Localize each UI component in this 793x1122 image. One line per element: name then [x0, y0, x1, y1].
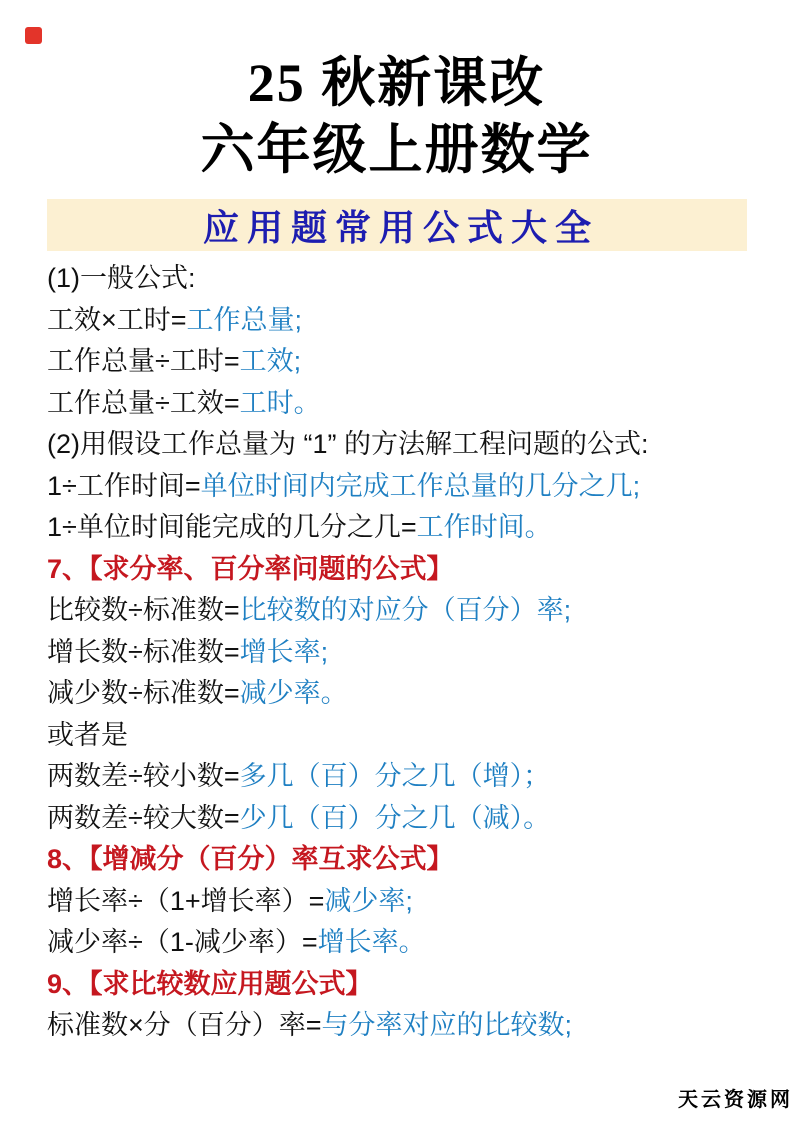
- formula-line: [47, 383, 783, 425]
- text-segment: 增长率。: [317, 927, 426, 957]
- formula-line: [47, 798, 783, 840]
- text-segment: 减少率;: [324, 885, 413, 916]
- formula-line: [47, 466, 783, 508]
- text-segment: 工作总量÷工效=: [47, 387, 240, 418]
- text-segment: 少几（百）分之几（减）。: [239, 802, 551, 833]
- text-segment: 增长率÷（1+增长率）=: [47, 885, 325, 916]
- title-line-1: 25 秋新课改: [247, 53, 546, 113]
- text-segment: 工作总量;: [186, 304, 303, 335]
- text-segment: 或者是: [47, 719, 128, 750]
- formula-line: [47, 300, 783, 342]
- watermark: 天云资源网: [678, 1089, 793, 1111]
- text-segment: 7、【求分率、百分率问题的公式】: [47, 553, 454, 584]
- formula-line: [47, 715, 783, 757]
- banner-title: 应用题常用公式大全: [202, 207, 599, 248]
- formula-line: [47, 881, 783, 923]
- text-segment: 标准数×分（百分）率=: [47, 1010, 322, 1040]
- text-segment: (1)一般公式:: [47, 263, 196, 293]
- section-header: [47, 964, 783, 1006]
- text-segment: 两数差÷较小数=: [47, 761, 240, 791]
- section-header: [47, 839, 783, 881]
- text-segment: 与分率对应的比较数;: [321, 1010, 573, 1040]
- text-segment: 比较数÷标准数=: [47, 595, 240, 625]
- title-line-2: 六年级上册数学: [200, 120, 593, 180]
- text-segment: 减少数÷标准数=: [47, 678, 240, 708]
- text-segment: 1÷单位时间能完成的几分之几=: [47, 512, 417, 542]
- text-segment: 1÷工作时间=: [47, 470, 201, 501]
- text-segment: 多几（百）分之几（增）；: [239, 761, 551, 791]
- banner: [47, 199, 747, 251]
- text-segment: 两数差÷较大数=: [47, 802, 240, 833]
- formula-line: [47, 507, 783, 549]
- formula-line: [47, 632, 783, 674]
- text-segment: 工时。: [239, 387, 321, 418]
- section-header: [47, 549, 783, 591]
- formula-line: [47, 673, 783, 715]
- formula-line: [47, 756, 783, 798]
- text-segment: 9、【求比较数应用题公式】: [47, 968, 373, 999]
- red-square-marker: [25, 27, 42, 44]
- page-title: [0, 50, 793, 184]
- text-segment: 工效×工时=: [47, 304, 187, 335]
- text-segment: 比较数的对应分（百分）率;: [239, 595, 572, 625]
- text-segment: 工作总量÷工时=: [47, 346, 240, 376]
- formula-line: [47, 424, 783, 466]
- formula-list: [47, 258, 783, 1047]
- formula-line: [47, 341, 783, 383]
- text-segment: 工作时间。: [416, 512, 552, 542]
- formula-line: [47, 922, 783, 964]
- text-segment: 增长数÷标准数=: [47, 636, 240, 667]
- text-segment: (2)用假设工作总量为 “1” 的方法解工程问题的公式:: [47, 429, 649, 459]
- formula-line: [47, 258, 783, 300]
- text-segment: 减少率÷（1-减少率）=: [47, 927, 318, 957]
- text-segment: 减少率。: [239, 678, 348, 708]
- text-segment: 工效;: [239, 346, 302, 376]
- text-segment: 增长率;: [239, 636, 329, 667]
- formula-line: [47, 590, 783, 632]
- text-segment: 单位时间内完成工作总量的几分之几;: [200, 470, 641, 501]
- text-segment: 8、【增减分（百分）率互求公式】: [47, 844, 454, 874]
- formula-line: [47, 1005, 783, 1047]
